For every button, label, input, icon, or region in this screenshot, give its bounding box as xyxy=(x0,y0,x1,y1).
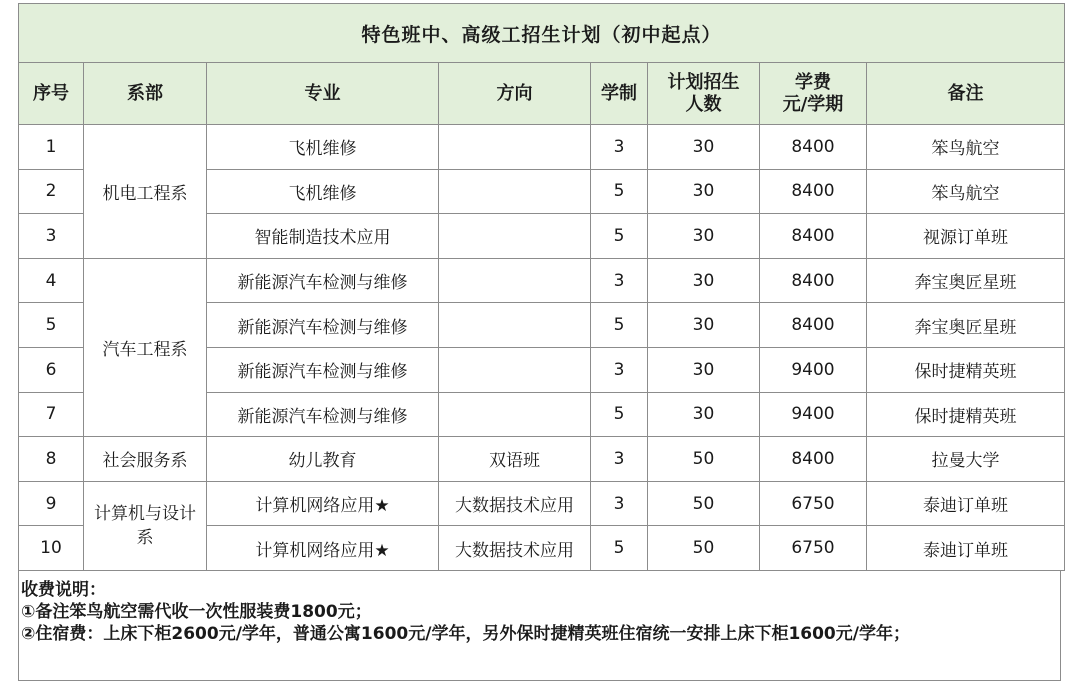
cell-major: 幼儿教育 xyxy=(207,437,439,482)
cell-plan: 30 xyxy=(648,347,760,392)
cell-plan: 50 xyxy=(648,437,760,482)
cell-fee: 8400 xyxy=(760,125,867,170)
cell-direction xyxy=(439,169,591,214)
cell-direction: 大数据技术应用 xyxy=(439,526,591,571)
cell-fee: 6750 xyxy=(760,481,867,526)
header-major: 专业 xyxy=(207,63,439,125)
cell-fee: 8400 xyxy=(760,214,867,259)
header-seq: 序号 xyxy=(19,63,84,125)
cell-years: 3 xyxy=(591,125,648,170)
cell-years: 3 xyxy=(591,437,648,482)
cell-major: 计算机网络应用★ xyxy=(207,526,439,571)
cell-years: 3 xyxy=(591,347,648,392)
cell-fee: 6750 xyxy=(760,526,867,571)
cell-major: 新能源汽车检测与维修 xyxy=(207,392,439,437)
cell-fee: 9400 xyxy=(760,392,867,437)
table-row xyxy=(19,125,1065,170)
cell-major: 飞机维修 xyxy=(207,169,439,214)
cell-plan: 30 xyxy=(648,214,760,259)
cell-remark: 泰迪订单班 xyxy=(867,481,1065,526)
cell-seq: 7 xyxy=(19,392,84,437)
cell-seq: 3 xyxy=(19,214,84,259)
cell-seq: 2 xyxy=(19,169,84,214)
cell-remark: 拉曼大学 xyxy=(867,437,1065,482)
cell-fee: 9400 xyxy=(760,347,867,392)
cell-fee: 8400 xyxy=(760,169,867,214)
cell-remark: 保时捷精英班 xyxy=(867,347,1065,392)
cell-direction xyxy=(439,125,591,170)
cell-plan: 30 xyxy=(648,169,760,214)
cell-major: 计算机网络应用★ xyxy=(207,481,439,526)
cell-department: 汽车工程系 xyxy=(84,258,207,436)
cell-remark: 视源订单班 xyxy=(867,214,1065,259)
cell-seq: 5 xyxy=(19,303,84,348)
cell-plan: 30 xyxy=(648,258,760,303)
header-remark: 备注 xyxy=(867,63,1065,125)
header-fee-line1: 学费 xyxy=(795,71,831,93)
enrollment-plan-document xyxy=(18,3,1064,681)
cell-direction xyxy=(439,214,591,259)
cell-years: 5 xyxy=(591,169,648,214)
table-title-row xyxy=(19,4,1065,63)
cell-direction xyxy=(439,392,591,437)
header-years: 学制 xyxy=(591,63,648,125)
cell-years: 5 xyxy=(591,214,648,259)
cell-seq: 8 xyxy=(19,437,84,482)
cell-remark: 笨鸟航空 xyxy=(867,169,1065,214)
cell-fee: 8400 xyxy=(760,258,867,303)
fee-note-item: ①备注笨鸟航空需代收一次性服装费1800元； xyxy=(21,601,372,622)
cell-department: 机电工程系 xyxy=(84,125,207,259)
cell-years: 3 xyxy=(591,258,648,303)
fee-notes xyxy=(18,571,1061,681)
cell-major: 新能源汽车检测与维修 xyxy=(207,303,439,348)
cell-years: 3 xyxy=(591,481,648,526)
cell-seq: 6 xyxy=(19,347,84,392)
cell-plan: 30 xyxy=(648,303,760,348)
cell-plan: 30 xyxy=(648,392,760,437)
cell-years: 5 xyxy=(591,303,648,348)
cell-remark: 保时捷精英班 xyxy=(867,392,1065,437)
header-direction: 方向 xyxy=(439,63,591,125)
cell-seq: 10 xyxy=(19,526,84,571)
table-row xyxy=(19,437,1065,482)
cell-seq: 4 xyxy=(19,258,84,303)
table-title: 特色班中、高级工招生计划（初中起点） xyxy=(19,4,1065,63)
cell-major: 新能源汽车检测与维修 xyxy=(207,347,439,392)
cell-direction: 双语班 xyxy=(439,437,591,482)
cell-major: 飞机维修 xyxy=(207,125,439,170)
cell-remark: 奔宝奥匠星班 xyxy=(867,258,1065,303)
cell-major: 新能源汽车检测与维修 xyxy=(207,258,439,303)
cell-plan: 50 xyxy=(648,526,760,571)
cell-years: 5 xyxy=(591,392,648,437)
table-row xyxy=(19,258,1065,303)
header-plan-line2: 人数 xyxy=(685,93,722,115)
fee-note-item: ②住宿费：上床下柜2600元/学年，普通公寓1600元/学年，另外保时捷精英班住宿统一安排上床下柜1600元/学年； xyxy=(21,623,910,644)
cell-remark: 奔宝奥匠星班 xyxy=(867,303,1065,348)
cell-department: 社会服务系 xyxy=(84,437,207,482)
fee-notes-heading: 收费说明： xyxy=(21,579,106,600)
header-plan-line1: 计划招生 xyxy=(667,71,740,93)
cell-plan: 30 xyxy=(648,125,760,170)
cell-department: 计算机与设计系 xyxy=(84,481,207,570)
cell-seq: 1 xyxy=(19,125,84,170)
cell-remark: 泰迪订单班 xyxy=(867,526,1065,571)
header-fee xyxy=(760,63,867,125)
table-header-row xyxy=(19,63,1065,125)
table-row xyxy=(19,481,1065,526)
cell-seq: 9 xyxy=(19,481,84,526)
cell-direction: 大数据技术应用 xyxy=(439,481,591,526)
cell-plan: 50 xyxy=(648,481,760,526)
cell-fee: 8400 xyxy=(760,303,867,348)
cell-direction xyxy=(439,258,591,303)
header-department: 系部 xyxy=(84,63,207,125)
cell-years: 5 xyxy=(591,526,648,571)
header-plan xyxy=(648,63,760,125)
header-fee-line2: 元/学期 xyxy=(782,93,844,115)
cell-fee: 8400 xyxy=(760,437,867,482)
cell-direction xyxy=(439,303,591,348)
cell-direction xyxy=(439,347,591,392)
enrollment-plan-table xyxy=(18,3,1065,571)
cell-remark: 笨鸟航空 xyxy=(867,125,1065,170)
cell-major: 智能制造技术应用 xyxy=(207,214,439,259)
